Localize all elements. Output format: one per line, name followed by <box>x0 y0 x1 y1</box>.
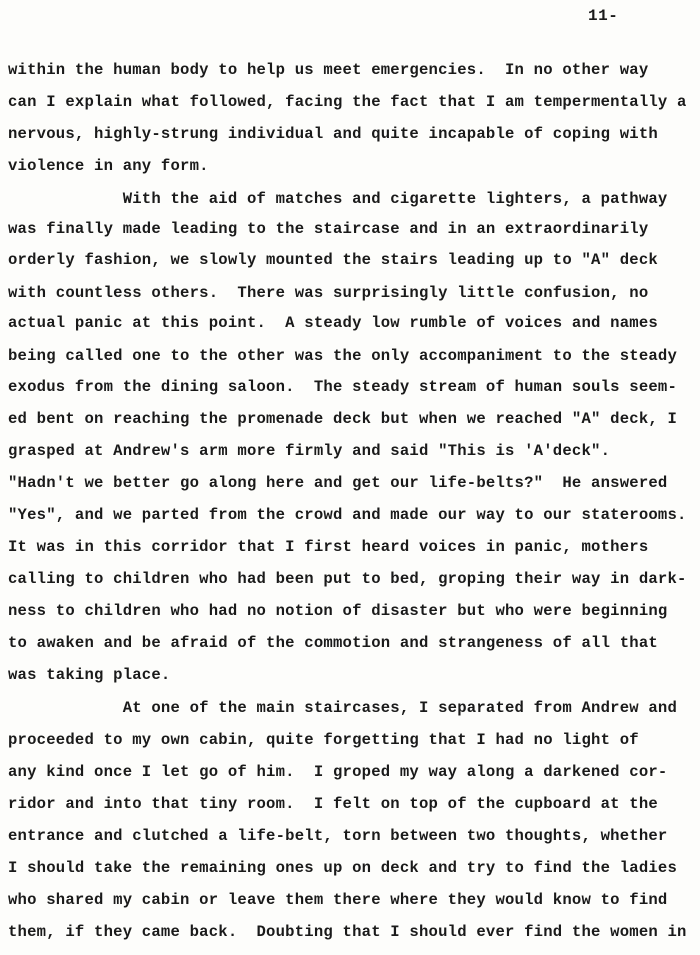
page-number: 11- <box>588 7 619 25</box>
text-line: being called one to the other was the only accompaniment to the steady <box>8 347 678 365</box>
text-line: ness to children who had no notion of disaster but who were beginning <box>8 602 668 620</box>
text-line: with countless others. There was surprisingly little confusion, no <box>8 284 649 302</box>
text-line: ridor and into that tiny room. I felt on top of the cupboard at the <box>8 795 658 813</box>
text-line: "Hadn't we better go along here and get our life-belts?" He answered <box>8 474 668 492</box>
text-line: to awaken and be afraid of the commotion and strangeness of all that <box>8 634 658 652</box>
text-line: was taking place. <box>8 666 171 684</box>
text-line: them, if they came back. Doubting that I should ever find the women in <box>8 923 687 941</box>
text-line: entrance and clutched a life-belt, torn between two thoughts, whether <box>8 827 668 845</box>
text-line: I should take the remaining ones up on deck and try to find the ladies <box>8 859 678 877</box>
text-line: orderly fashion, we slowly mounted the stairs leading up to "A" deck <box>8 251 658 269</box>
text-line: within the human body to help us meet emergencies. In no other way <box>8 61 649 79</box>
text-line: grasped at Andrew's arm more firmly and said "This is 'A'deck". <box>8 442 611 460</box>
text-line: any kind once I let go of him. I groped my way along a darkened cor- <box>8 763 668 781</box>
text-line: With the aid of matches and cigarette lighters, a pathway <box>8 190 668 208</box>
text-line: actual panic at this point. A steady low rumble of voices and names <box>8 314 658 332</box>
text-line: At one of the main staircases, I separated from Andrew and <box>8 699 678 717</box>
text-line: exodus from the dining saloon. The steady stream of human souls seem- <box>8 378 678 396</box>
text-line: "Yes", and we parted from the crowd and made our way to our staterooms. <box>8 506 687 524</box>
text-line: ed bent on reaching the promenade deck but when we reached "A" deck, I <box>8 410 678 428</box>
text-line: can I explain what followed, facing the fact that I am tempermentally a <box>8 93 687 111</box>
text-line: It was in this corridor that I first heard voices in panic, mothers <box>8 538 649 556</box>
text-line: nervous, highly-strung individual and quite incapable of coping with <box>8 125 658 143</box>
text-line: was finally made leading to the staircase and in an extraordinarily <box>8 220 649 238</box>
text-line: proceeded to my own cabin, quite forgetting that I had no light of <box>8 731 639 749</box>
text-line: violence in any form. <box>8 157 209 175</box>
text-line: who shared my cabin or leave them there where they would know to find <box>8 891 668 909</box>
text-line: calling to children who had been put to bed, groping their way in dark- <box>8 570 687 588</box>
